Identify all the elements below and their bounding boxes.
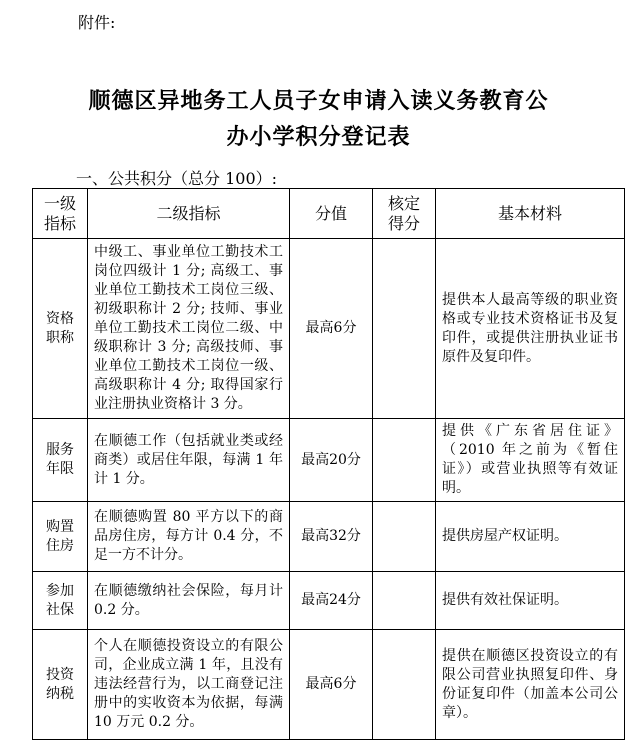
- attachment-label: 附件:: [78, 13, 116, 32]
- row-materials: 提供有效社保证明。: [436, 572, 625, 630]
- table-row: [33, 572, 625, 630]
- row-level2: 在顺德购置 80 平方以下的商品房住房，每方计 0.4 分，不足一方不计分。: [88, 502, 290, 572]
- row-verified-score[interactable]: [373, 419, 436, 502]
- row-level1: 投资 纳税: [33, 630, 88, 740]
- row-materials: 提供《广东省居住证》（2010 年之前为《暂住证》）或营业执照等有效证明。: [436, 419, 625, 502]
- row-level1: 参加 社保: [33, 572, 88, 630]
- row-score: 最高20分: [290, 419, 373, 502]
- row-level2: 个人在顺德投资设立的有限公司，企业成立满 1 年，且没有违法经营行为，以工商登记注册中的实收资本为依据，每满 10 万元 0.2 分。: [88, 630, 290, 740]
- section-heading: 一、公共积分（总分 100）:: [76, 169, 278, 188]
- row-level2: 中级工、事业单位工勤技术工岗位四级计 1 分; 高级工、事业单位工勤技术工岗位三级、初级职称计 2 分; 技师、事业单位工勤技术工岗位二级、中级职称计 3 分; 高级技师、事业单位工勤技术工岗位一级、高级职称计 4 分; 取得国家行业注册执业资格计 3 分。: [88, 239, 290, 419]
- row-level2: 在顺德工作（包括就业类或经商类）或居住年限，每满 1 年计 1 分。: [88, 419, 290, 502]
- table-row: [33, 502, 625, 572]
- table-row: [33, 239, 625, 419]
- header-level2: 二级指标: [88, 189, 290, 239]
- header-materials: 基本材料: [436, 189, 625, 239]
- row-materials: 提供房屋产权证明。: [436, 502, 625, 572]
- table-row: [33, 630, 625, 740]
- row-level1: 服务 年限: [33, 419, 88, 502]
- row-materials: 提供在顺德区投资设立的有限公司营业执照复印件、身份证复印件（加盖本公司公章）。: [436, 630, 625, 740]
- header-score: 分值: [290, 189, 373, 239]
- form-title-line2: 办小学积分登记表: [226, 125, 411, 150]
- row-verified-score[interactable]: [373, 239, 436, 419]
- row-score: 最高32分: [290, 502, 373, 572]
- table-row: [33, 419, 625, 502]
- row-verified-score[interactable]: [373, 502, 436, 572]
- row-verified-score[interactable]: [373, 572, 436, 630]
- row-materials: 提供本人最高等级的职业资格或专业技术资格证书及复印件，或提供注册执业证书原件及复印件。: [436, 239, 625, 419]
- row-level2: 在顺德缴纳社会保险，每月计 0.2 分。: [88, 572, 290, 630]
- row-level1: 资格 职称: [33, 239, 88, 419]
- row-level1: 购置 住房: [33, 502, 88, 572]
- header-verified: 核定 得分: [373, 189, 436, 239]
- row-score: 最高6分: [290, 630, 373, 740]
- table-header-row: [33, 189, 625, 239]
- row-score: 最高6分: [290, 239, 373, 419]
- form-title-line1: 顺德区异地务工人员子女申请入读义务教育公: [88, 89, 549, 114]
- row-score: 最高24分: [290, 572, 373, 630]
- points-table: [32, 188, 625, 740]
- row-verified-score[interactable]: [373, 630, 436, 740]
- header-level1: 一级 指标: [33, 189, 88, 239]
